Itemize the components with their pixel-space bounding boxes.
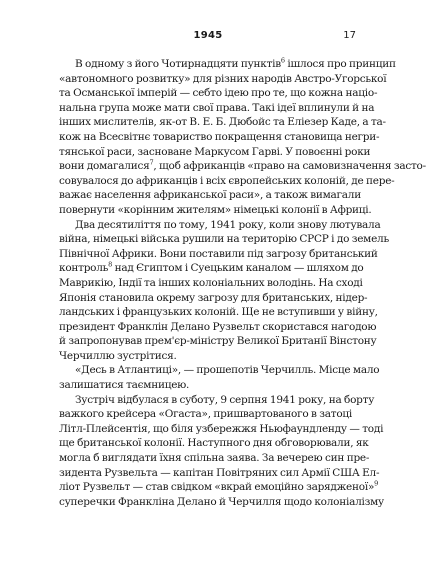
text-line xyxy=(59,101,375,116)
text-line xyxy=(59,72,387,87)
text-segment: інших мислителів, як-от В. Е. Б. Дюбойс та Еліезер Каде, а та- xyxy=(59,116,386,129)
text-line xyxy=(59,466,380,481)
text-segment: «автономного розвитку» для різних народів Австро-Угорської xyxy=(59,72,387,85)
text-segment: Черчиллю зустрітися. xyxy=(59,349,177,362)
text-segment: нальна група може мати свої права. Такі ідеї вплинули й на xyxy=(59,101,375,114)
text-line xyxy=(59,56,396,72)
text-segment: й запропонував прем'єр-міністру Великої Британії Вінстону xyxy=(59,335,377,348)
text-line xyxy=(59,145,371,160)
text-segment: ландських і французьких колоній. Ще не вступивши у війну, xyxy=(59,306,378,319)
footnote-ref: 6 xyxy=(280,56,285,65)
text-line xyxy=(59,436,369,451)
text-segment: та Османської імперій — себто ідею про те, що кожна націо- xyxy=(59,87,378,100)
text-segment: вони домагалися xyxy=(59,160,150,173)
text-segment: контроль xyxy=(59,262,109,275)
text-line xyxy=(59,174,395,189)
text-line xyxy=(59,158,426,174)
text-line xyxy=(59,363,380,378)
footnote-ref: 7 xyxy=(149,158,154,167)
text-segment: президент Франклін Делано Рузвельт скористався нагодою xyxy=(59,320,377,333)
text-segment: Літл-Плейсентія, що біля узбережжя Ньюфаундленду — тоді xyxy=(59,422,384,435)
text-line xyxy=(59,422,384,437)
text-segment: кож на Всесвітнє товариство покращення становища негри- xyxy=(59,130,380,143)
text-segment: Два десятиліття по тому, 1941 року, коли знову лютувала xyxy=(75,218,381,231)
text-segment: ішлося про принцип xyxy=(284,58,396,70)
text-segment: «Десь в Атлантиці», — прошепотів Черчилль. Місце мало xyxy=(75,364,380,377)
body-text xyxy=(59,56,426,509)
text-segment: суперечки Франкліна Делано й Черчилля щодо колоніалізму xyxy=(59,495,384,508)
text-line xyxy=(59,232,389,247)
text-line xyxy=(59,247,378,262)
text-segment: Зустріч відбулася в суботу, 9 серпня 1941 року, на борту xyxy=(75,393,375,406)
page-number: 17 xyxy=(343,30,356,41)
text-line xyxy=(59,479,379,495)
text-segment: ліот Рузвельт — став свідком «вкрай емоційно зарядженої» xyxy=(59,481,375,494)
text-line xyxy=(59,495,384,510)
text-line xyxy=(59,188,361,203)
text-line xyxy=(59,320,377,335)
footnote-ref: 9 xyxy=(374,479,379,488)
text-line xyxy=(59,451,370,466)
text-line xyxy=(59,130,380,145)
text-line xyxy=(59,291,368,306)
text-line xyxy=(59,305,378,320)
text-segment: В одному з його Чотирнадцяти пунктів xyxy=(75,58,281,70)
text-segment: совувалося до африканців і всіх європейських колоній, де пере- xyxy=(59,174,395,187)
text-segment: важкого крейсера «Огаста», пришвартованого в затоці xyxy=(59,408,353,421)
text-segment: війна, німецькі війська рушили на територію СРСР і до земель xyxy=(59,233,389,246)
text-line xyxy=(59,260,364,276)
text-line xyxy=(59,86,378,101)
text-line xyxy=(59,378,356,393)
text-segment: ще британської колонії. Наступного дня обговорювали, як xyxy=(59,437,369,450)
text-segment: повернути «корінним жителям» німецькі колонії в Африці. xyxy=(59,203,372,216)
text-segment: зидента Рузвельта — капітан Повітряних сил Армії США Ел- xyxy=(59,466,380,479)
text-line xyxy=(59,334,377,349)
text-segment: тянської раси, засноване Маркусом Гарві. У повоєнні роки xyxy=(59,145,371,158)
text-segment: могла б виглядати їхня спільна заява. За вечерею син пре- xyxy=(59,452,370,465)
text-segment: над Єгиптом і Суецьким каналом — шляхом до xyxy=(112,262,364,275)
text-line xyxy=(59,218,381,233)
running-header-title: 1945 xyxy=(193,30,223,41)
text-line xyxy=(59,349,356,364)
text-line xyxy=(59,276,363,291)
footnote-ref: 8 xyxy=(108,260,113,269)
text-line xyxy=(59,407,356,422)
text-line xyxy=(59,203,372,218)
text-line xyxy=(59,393,375,408)
text-segment: Маврикію, Індії та інших колоніальних володінь. На сході xyxy=(59,276,363,289)
text-segment: залишатися таємницею. xyxy=(59,379,190,392)
text-segment: Японія становила окрему загрозу для британських, нідер- xyxy=(59,291,368,304)
text-segment: , щоб африканців «право на самовизначення засто- xyxy=(153,160,426,173)
text-segment: Північної Африки. Вони поставили під загрозу британський xyxy=(59,247,378,260)
text-segment: важає населення африканської раси», а також вимагали xyxy=(59,189,361,202)
text-line xyxy=(59,115,386,130)
